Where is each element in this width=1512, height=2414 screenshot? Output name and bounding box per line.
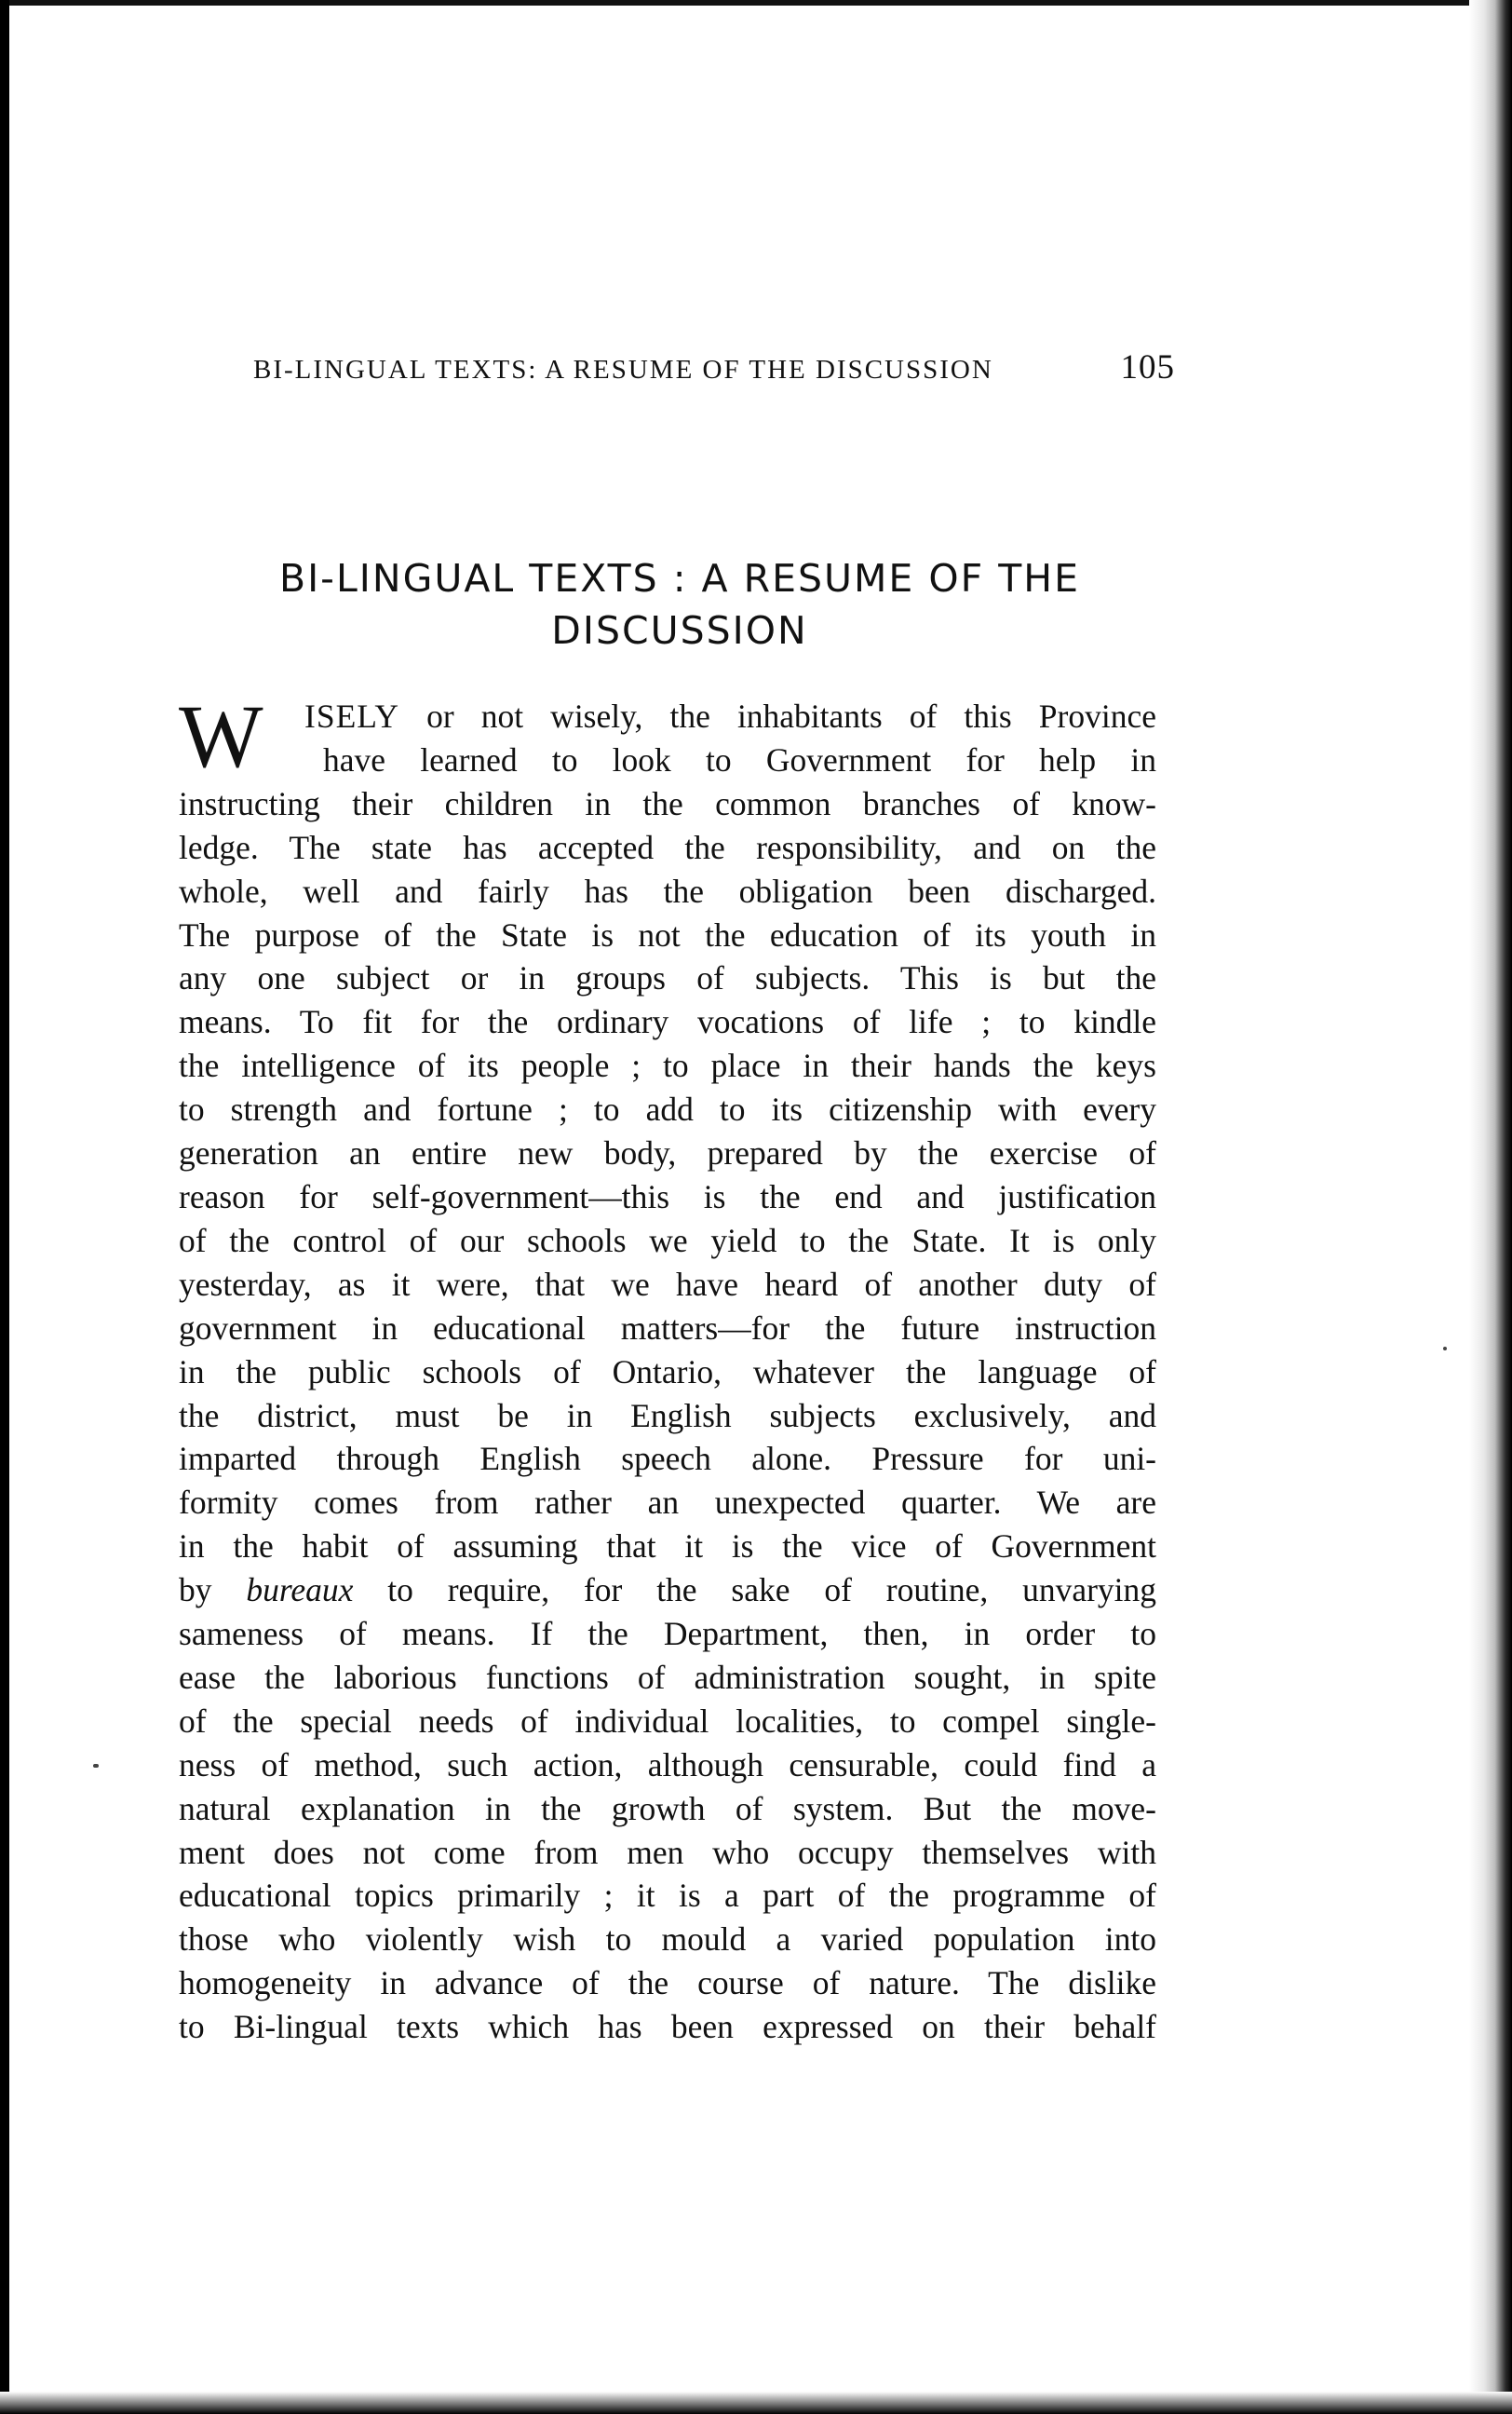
body-line: educational topics primarily ; it is a part of the programme of [179, 1877, 1156, 1915]
body-line: of the control of our schools we yield to the State. It is only [179, 1221, 1156, 1259]
body-line: of the special needs of individual localities, to compel single- [179, 1702, 1156, 1740]
body-line: whole, well and fairly has the obligation been discharged. [179, 872, 1156, 910]
body-line: to Bi-lingual texts which has been expressed on their behalf [179, 2008, 1156, 2046]
article-title-line-1: BI-LINGUAL TEXTS : A RESUME OF THE [278, 556, 1081, 601]
scan-left-edge [0, 0, 9, 2414]
body-line: means. To fit for the ordinary vocations of life ; to kindle [179, 1003, 1156, 1041]
body-line: ment does not come from men who occupy themselves with [179, 1833, 1156, 1871]
article-title-line-2: DISCUSSION [551, 608, 808, 653]
body-line: in the habit of assuming that it is the vice of Government [179, 1527, 1156, 1566]
body-line: in the public schools of Ontario, whatever the language of [179, 1352, 1156, 1390]
body-line: formity comes from rather an unexpected quarter. We are [179, 1484, 1156, 1522]
body-line: natural explanation in the growth of system. But the move- [179, 1789, 1156, 1827]
body-line-text: or not wisely, the inhabitants of this Province [399, 698, 1156, 735]
line-prefix: by [179, 1571, 247, 1609]
book-page [9, 6, 1469, 2392]
body-line [179, 695, 1156, 739]
scan-speck [93, 1764, 99, 1768]
body-line: generation an entire new body, prepared by the exercise of [179, 1134, 1156, 1173]
drop-cap: W [179, 686, 263, 786]
body-line: government in educational matters—for the future instruction [179, 1309, 1156, 1347]
body-line: instructing their children in the common branches of know- [179, 784, 1156, 822]
body-line: imparted through English speech alone. Pressure for uni- [179, 1440, 1156, 1478]
body-line [179, 1568, 1156, 1612]
body-line: reason for self-government—this is the end and justification [179, 1177, 1156, 1215]
article-body [179, 686, 1157, 2049]
running-head-title: BI-LINGUAL TEXTS: A RESUME OF THE DISCUSSION [253, 355, 993, 385]
scan-speck [1443, 1347, 1447, 1350]
body-line: those who violently wish to mould a varied population into [179, 1920, 1156, 1959]
body-line: ness of method, such action, although censurable, could find a [179, 1745, 1156, 1783]
body-line-text: to require, for the sake of routine, unvarying [387, 1571, 1157, 1609]
body-line: yesterday, as it were, that we have heard of another duty of [179, 1265, 1156, 1303]
body-line: ledge. The state has accepted the responsibility, and on the [179, 828, 1156, 866]
italic-word-bureaux: bureaux [246, 1571, 354, 1609]
body-line: have learned to look to Government for help in [323, 740, 1156, 779]
body-line: any one subject or in groups of subjects. This is but the [179, 959, 1156, 997]
body-line: sameness of means. If the Department, then, in order to [179, 1615, 1156, 1653]
body-line: the intelligence of its people ; to place in their hands the keys [179, 1047, 1156, 1085]
scan-right-edge [1469, 0, 1512, 2414]
body-line: The purpose of the State is not the education of its youth in [179, 915, 1156, 954]
article-title [168, 552, 1192, 657]
page-number: 105 [1120, 348, 1175, 387]
body-line: ease the laborious functions of administration sought, in spite [179, 1658, 1156, 1696]
body-line: homogeneity in advance of the course of nature. The dislike [179, 1964, 1156, 2002]
body-line: to strength and fortune ; to add to its citizenship with every [179, 1091, 1156, 1129]
first-word: ISELY [304, 698, 400, 735]
running-head [253, 347, 1175, 387]
body-line: the district, must be in English subjects exclusively, and [179, 1396, 1156, 1434]
scan-bottom-edge [0, 2392, 1512, 2414]
